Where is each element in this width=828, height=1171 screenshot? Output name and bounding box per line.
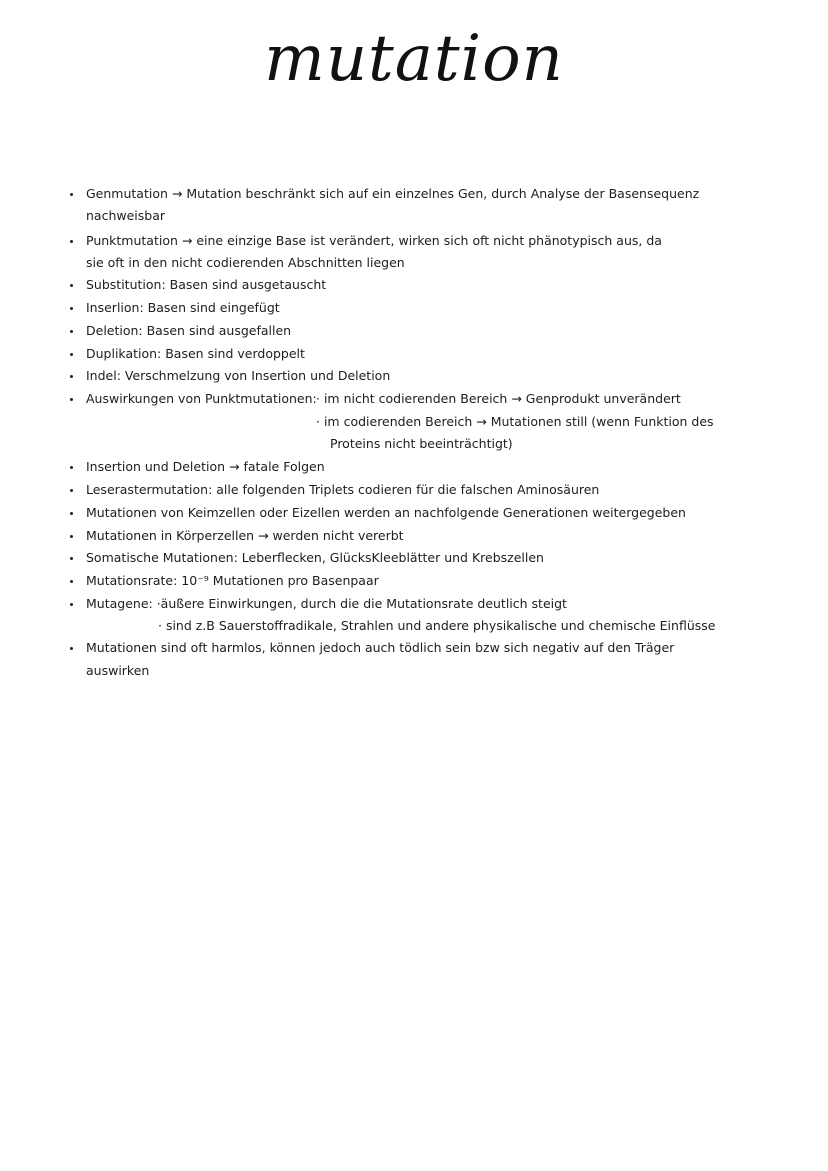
note-line: Inserlion: Basen sind eingefügt xyxy=(86,300,280,315)
note-line: Mutagene: ·äußere Einwirkungen, durch die die Mutationsrate deutlich steigt xyxy=(86,596,567,611)
note-line: auswirken xyxy=(86,663,150,678)
note-line: nachweisbar xyxy=(86,208,166,223)
bullet-icon xyxy=(70,375,73,378)
bullet-icon xyxy=(70,307,73,310)
note-line: Substitution: Basen sind ausgetauscht xyxy=(86,277,327,292)
bullet-icon xyxy=(70,489,73,492)
bullet-icon xyxy=(70,466,73,469)
bullet-icon xyxy=(70,398,73,401)
note-line: Auswirkungen von Punktmutationen: xyxy=(86,391,317,406)
note-line: · im nicht codierenden Bereich → Genprodukt unverändert xyxy=(316,391,681,406)
note-line: Leserastermutation: alle folgenden Triplets codieren für die falschen Aminosäuren xyxy=(86,482,600,497)
note-line: Punktmutation → eine einzige Base ist verändert, wirken sich oft nicht phänotypisch aus, da xyxy=(86,233,662,248)
note-line: Proteins nicht beeinträchtigt) xyxy=(330,436,513,451)
note-line: Mutationen von Keimzellen oder Eizellen werden an nachfolgende Generationen weitergegeben xyxy=(86,505,686,520)
bullet-icon xyxy=(70,330,73,333)
note-line: Mutationsrate: 10⁻⁹ Mutationen pro Basenpaar xyxy=(86,573,379,588)
note-line: · im codierenden Bereich → Mutationen still (wenn Funktion des xyxy=(316,414,714,429)
note-line: · sind z.B Sauerstoffradikale, Strahlen und andere physikalische und chemische Einflüsse xyxy=(158,618,716,633)
bullet-icon xyxy=(70,240,73,243)
note-line: Mutationen sind oft harmlos, können jedoch auch tödlich sein bzw sich negativ auf den Träger xyxy=(86,640,675,655)
bullet-icon xyxy=(70,603,73,606)
note-line: sie oft in den nicht codierenden Abschnitten liegen xyxy=(86,255,405,270)
page-title: mutation xyxy=(264,22,564,96)
bullet-icon xyxy=(70,193,73,196)
note-line: Insertion und Deletion → fatale Folgen xyxy=(86,459,325,474)
note-line: Genmutation → Mutation beschränkt sich auf ein einzelnes Gen, durch Analyse der Basensequenz xyxy=(86,186,700,201)
bullet-icon xyxy=(70,557,73,560)
bullet-icon xyxy=(70,512,73,515)
note-line: Somatische Mutationen: Leberflecken, GlücksKleeblätter und Krebszellen xyxy=(86,550,544,565)
bullet-icon xyxy=(70,647,73,650)
note-line: Duplikation: Basen sind verdoppelt xyxy=(86,346,305,361)
bullet-icon xyxy=(70,535,73,538)
note-line: Indel: Verschmelzung von Insertion und Deletion xyxy=(86,368,391,383)
bullet-icon xyxy=(70,353,73,356)
note-line: Deletion: Basen sind ausgefallen xyxy=(86,323,292,338)
bullet-icon xyxy=(70,284,73,287)
note-line: Mutationen in Körperzellen → werden nicht vererbt xyxy=(86,528,404,543)
bullet-icon xyxy=(70,580,73,583)
